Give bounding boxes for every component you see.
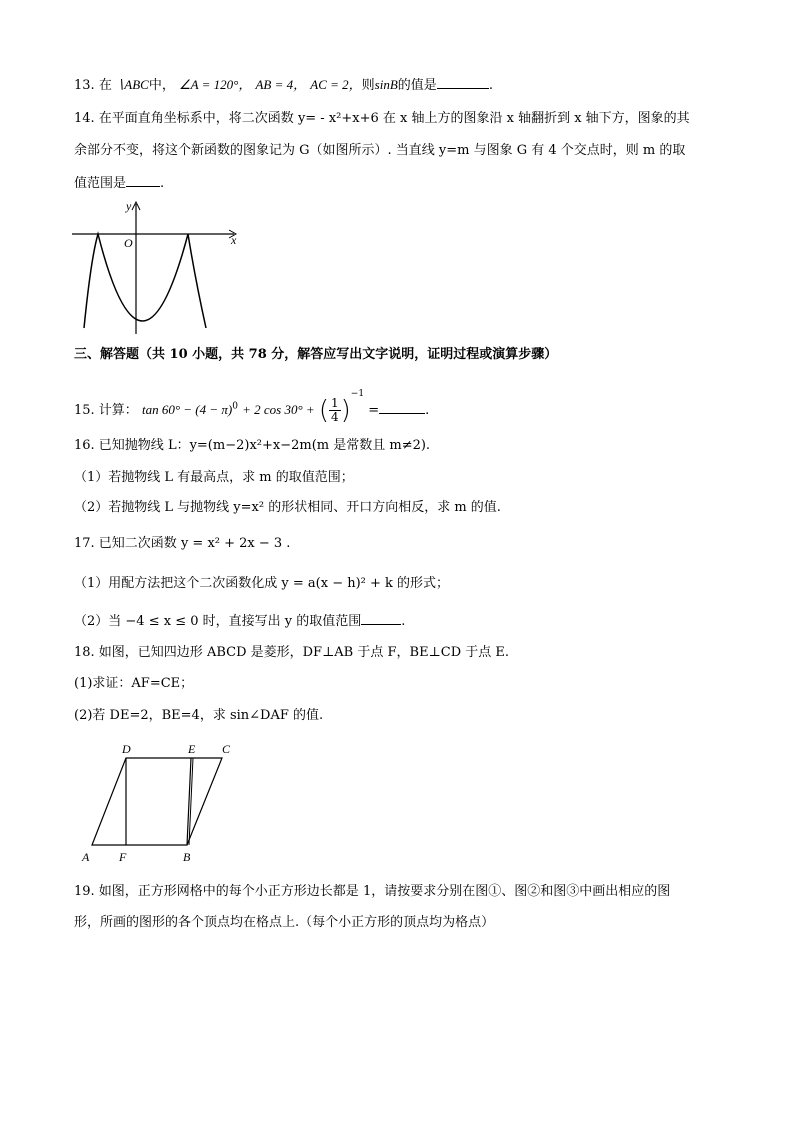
q19-line1: 19. 如图，正方形网格中的每个小正方形边长都是 1，请按要求分别在图①、图②和图③中画出相应的图 bbox=[74, 884, 671, 899]
q13-sinb: sinB bbox=[374, 77, 398, 92]
q13-text-mid: 中， bbox=[148, 78, 175, 93]
q13-text-end: 的值是 bbox=[397, 78, 437, 93]
answer-blank[interactable] bbox=[437, 76, 489, 89]
fraction-denominator: 4 bbox=[330, 410, 339, 424]
q14-line2: 余部分不变，将这个新函数的图象记为 G（如图所示）. 当直线 y=m 与图象 G 有 4 个交点时，则 m 的取 bbox=[74, 143, 686, 158]
q17-dot: . bbox=[401, 614, 406, 629]
q13-angle: ∠A = 120°， bbox=[178, 77, 252, 92]
q17-line2: （1）用配方法把这个二次函数化成 y = a(x − h)² + k 的形式； bbox=[74, 576, 450, 591]
label-f: F bbox=[119, 850, 127, 864]
q15-exp-neg1: −1 bbox=[350, 389, 365, 399]
q16-line1: 16. 已知抛物线 L：y=(m−2)x²+x−2m(m 是常数且 m≠2). bbox=[74, 438, 431, 453]
q13-text-pre: 在 bbox=[98, 78, 112, 93]
q14-graph bbox=[68, 198, 248, 336]
label-d: D bbox=[122, 742, 131, 756]
q13-number: 13. bbox=[74, 78, 95, 93]
close-paren: ) bbox=[340, 395, 351, 426]
q13-ab: AB = 4， bbox=[255, 77, 307, 92]
q17-line3 bbox=[74, 612, 405, 630]
graph-g-curve bbox=[84, 234, 206, 328]
q14-line3 bbox=[74, 174, 164, 192]
answer-blank[interactable] bbox=[126, 174, 160, 187]
open-paren: ( bbox=[318, 395, 329, 426]
q14-dot: . bbox=[160, 176, 165, 191]
answer-blank[interactable] bbox=[379, 401, 425, 414]
q16-line2: （1）若抛物线 L 有最高点，求 m 的取值范围； bbox=[74, 470, 354, 485]
rhombus-abcd bbox=[92, 758, 222, 845]
question-15 bbox=[74, 386, 430, 426]
origin-label: O bbox=[124, 236, 133, 250]
q15-expr-part1: tan 60° − (4 − π) bbox=[141, 402, 233, 417]
q13-ac: AC = 2， bbox=[310, 77, 362, 92]
q16-line3: （2）若抛物线 L 与抛物线 y=x² 的形状相同、开口方向相反，求 m 的值. bbox=[74, 500, 501, 515]
q15-prefix: 15. 计算： bbox=[74, 403, 138, 418]
q18-rhombus-figure bbox=[76, 738, 246, 868]
section-3-header: 三、解答题（共 10 小题，共 78 分，解答应写出文字说明，证明过程或演算步骤） bbox=[74, 347, 558, 362]
q14-line1: 14. 在平面直角坐标系中，将二次函数 y= - x²+x+6 在 x 轴上方的图象沿 x 轴翻折到 x 轴下方，图象的其 bbox=[74, 111, 690, 126]
q15-equals: = bbox=[368, 403, 380, 418]
label-a: A bbox=[82, 850, 90, 864]
q18-line1: 18. 如图，已知四边形 ABCD 是菱形，DF⊥AB 于点 F，BE⊥CD 于点 E. bbox=[74, 645, 510, 660]
q15-exp-zero: 0 bbox=[232, 401, 238, 412]
y-axis-label: y bbox=[126, 199, 132, 213]
q13-triangle: ∖ABC bbox=[115, 77, 149, 92]
q15-dot: . bbox=[425, 403, 430, 418]
label-c: C bbox=[222, 742, 231, 756]
q13-text-tail: 则 bbox=[361, 78, 375, 93]
fraction-numerator: 1 bbox=[330, 396, 339, 410]
label-e: E bbox=[188, 742, 196, 756]
label-b: B bbox=[183, 850, 191, 864]
q15-fraction bbox=[329, 397, 341, 424]
answer-blank[interactable] bbox=[361, 612, 401, 625]
q17-line1: 17. 已知二次函数 y = x² + 2x − 3 . bbox=[74, 536, 291, 551]
q17-line3-text: （2）当 −4 ≤ x ≤ 0 时，直接写出 y 的取值范围 bbox=[74, 614, 362, 629]
q13-dot: . bbox=[488, 78, 493, 93]
x-axis-label: x bbox=[231, 233, 237, 247]
q18-line3: (2)若 DE=2，BE=4，求 sin∠DAF 的值. bbox=[74, 708, 324, 723]
q14-line3-text: 值范围是 bbox=[74, 176, 127, 191]
question-13 bbox=[74, 76, 493, 94]
q15-expr-part2: + 2 cos 30° + bbox=[242, 402, 315, 417]
q19-line2: 形，所画的图形的各个顶点均在格点上.（每个小正方形的顶点均为格点） bbox=[74, 915, 495, 930]
segment-be bbox=[187, 758, 191, 845]
q18-line2: (1)求证：AF=CE； bbox=[74, 676, 194, 691]
